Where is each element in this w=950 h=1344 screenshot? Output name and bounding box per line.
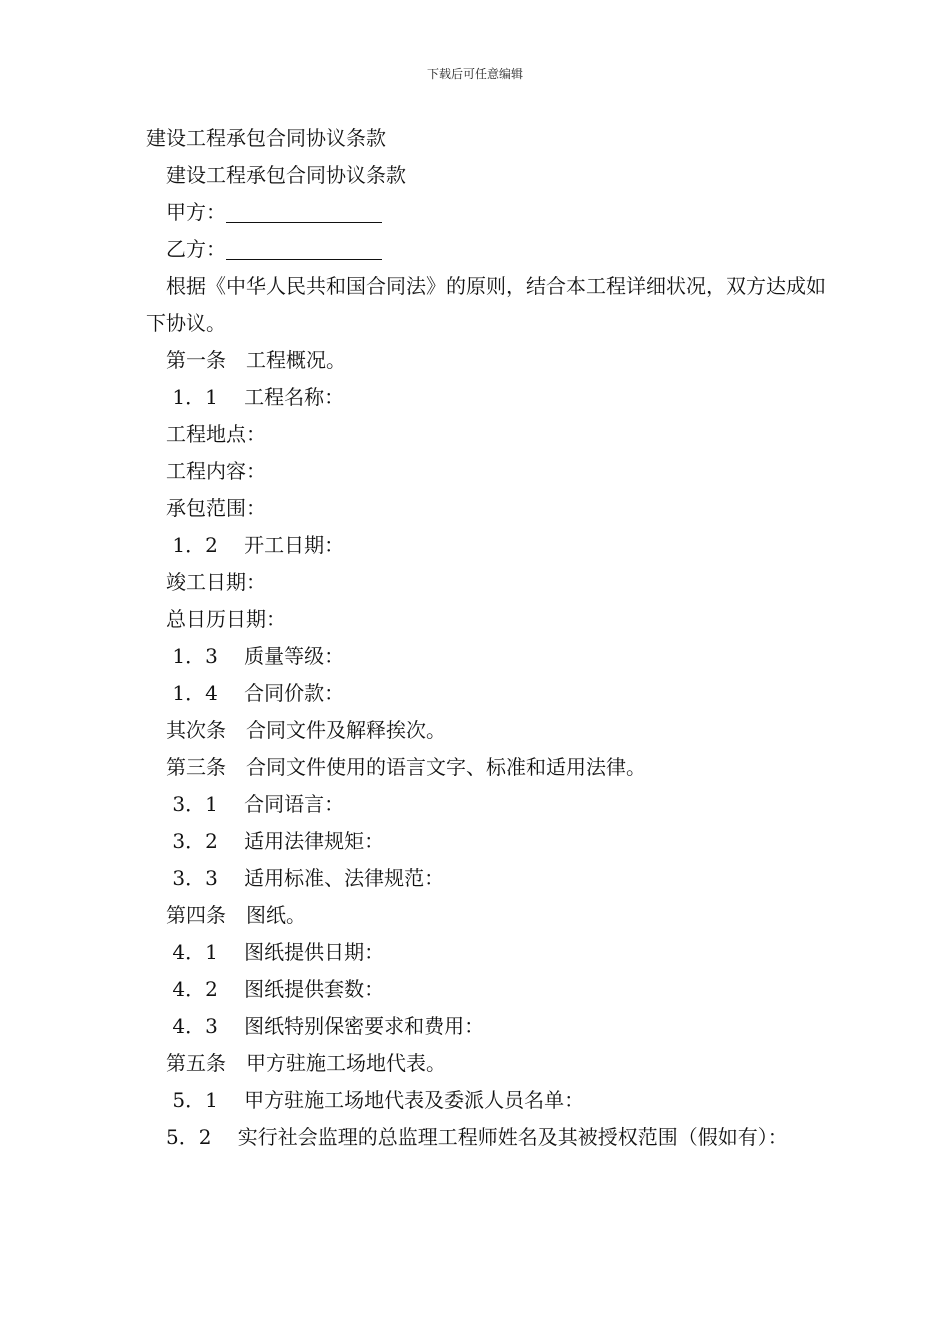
clause-line: 1．3 质量等级：: [166, 644, 345, 668]
party-a-line: [146, 194, 826, 231]
party-a-blank: [226, 200, 382, 223]
clause-line: 4．3 图纸特别保密要求和费用：: [166, 1014, 485, 1038]
clause-line: 竣工日期：: [166, 570, 266, 594]
clause-line: 4．1 图纸提供日期：: [166, 940, 385, 964]
clause-line: 5．1 甲方驻施工场地代表及委派人员名单：: [166, 1088, 585, 1112]
clause-line: 承包范围：: [166, 496, 266, 520]
intro-paragraph: 根据《中华人民共和国合同法》的原则，结合本工程详细状况，双方达成如下协议。: [146, 274, 826, 335]
clause-line: 1．2 开工日期：: [166, 533, 345, 557]
clause-line: 其次条 合同文件及解释挨次。: [166, 718, 446, 742]
clause-line: 3．2 适用法律规矩：: [166, 829, 385, 853]
clause-line: 第一条 工程概况。: [166, 348, 346, 372]
party-b-line: [146, 231, 826, 268]
party-b-blank: [226, 237, 382, 260]
page-header-note: 下载后可任意编辑: [426, 67, 523, 81]
clause-line: 3．1 合同语言：: [166, 792, 345, 816]
last-clause-paragraph: 5．2 实行社会监理的总监理工程师姓名及其被授权范围（假如有）：: [166, 1125, 788, 1149]
clause-line: 4．2 图纸提供套数：: [166, 977, 385, 1001]
clause-line: 1．4 合同价款：: [166, 681, 345, 705]
clause-line: 第四条 图纸。: [166, 903, 306, 927]
document-title: 建设工程承包合同协议条款: [146, 126, 386, 150]
clause-line: 总日历日期：: [166, 607, 286, 631]
clause-line: 3．3 适用标准、法律规范：: [166, 866, 445, 890]
party-b-label: 乙方：: [166, 237, 226, 261]
clause-line: 1．1 工程名称：: [166, 385, 345, 409]
party-a-label: 甲方：: [166, 200, 226, 224]
clause-line: 工程地点：: [166, 422, 266, 446]
document-subtitle: 建设工程承包合同协议条款: [166, 163, 406, 187]
clause-line: 第五条 甲方驻施工场地代表。: [166, 1051, 446, 1075]
clause-line: 第三条 合同文件使用的语言文字、标准和适用法律。: [166, 755, 646, 779]
document-body: [146, 120, 826, 1156]
clause-line: 工程内容：: [166, 459, 266, 483]
